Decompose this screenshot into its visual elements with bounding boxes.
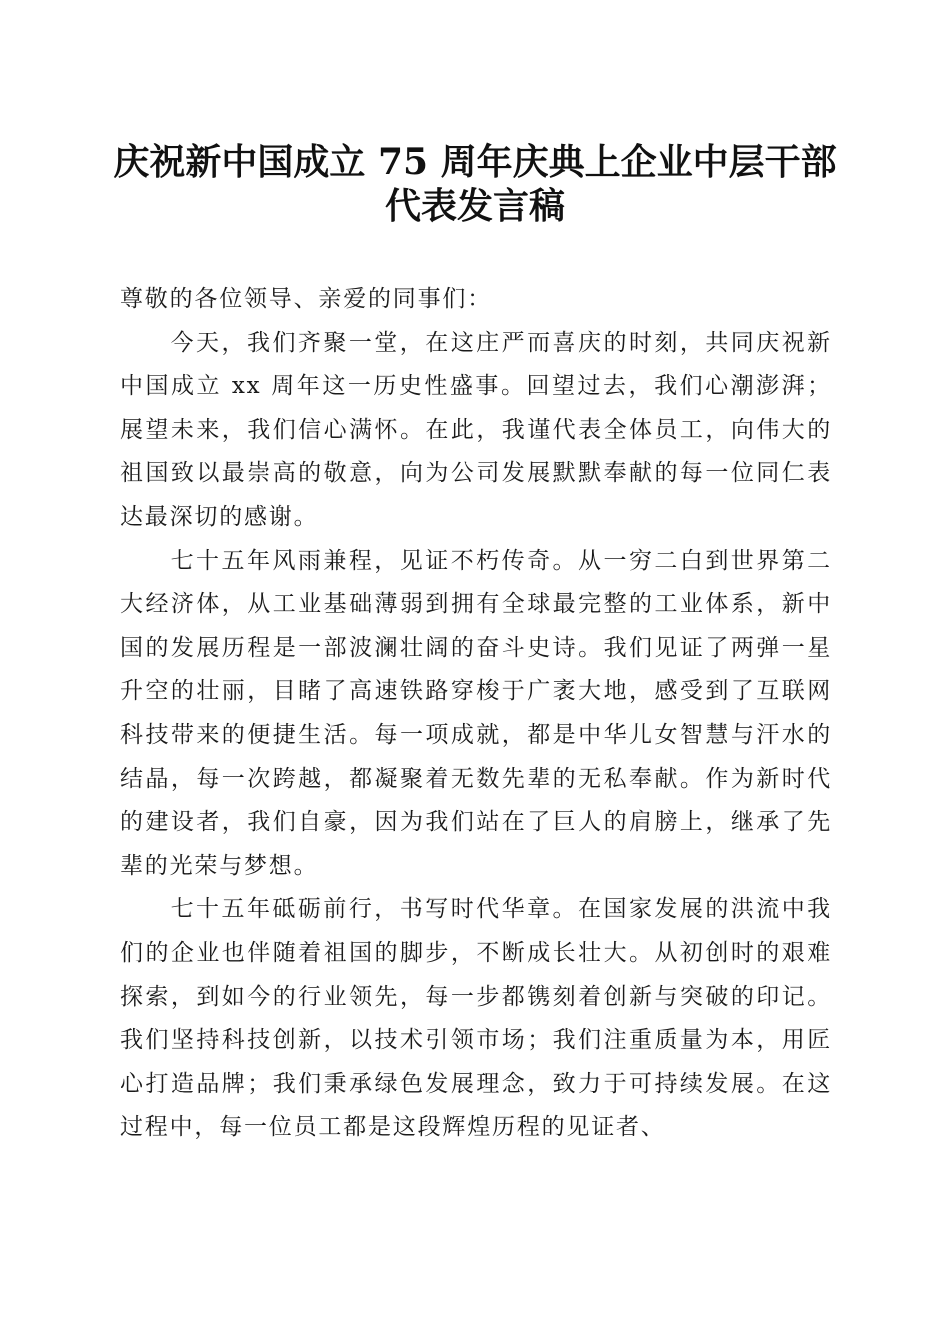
paragraph-history: 七十五年风雨兼程，见证不朽传奇。从一穷二白到世界第二大经济体，从工业基础薄弱到拥有全球最完整的工业体系，新中国的发展历程是一部波澜壮阔的奋斗史诗。我们见证了两弹一星升空的壮丽，目睹了高速铁路穿梭于广袤大地，感受到了互联网科技带来的便捷生活。每一项成就，都是中华儿女智慧与汗水的结晶，每一次跨越，都凝聚着无数先辈的无私奉献。作为新时代的建设者，我们自豪，因为我们站在了巨人的肩膀上，继承了先辈的光荣与梦想。: [120, 547, 832, 879]
paragraph-company: 七十五年砥砺前行，书写时代华章。在国家发展的洪流中我们的企业也伴随着祖国的脚步，不断成长壮大。从初创时的艰难探索，到如今的行业领先，每一步都镌刻着创新与突破的印记。我们坚持科技创新，以技术引领市场；我们注重质量为本，用匠心打造品牌；我们秉承绿色发展理念，致力于可持续发展。在这过程中，每一位员工都是这段辉煌历程的见证者、: [120, 896, 832, 1141]
title-line-2: 代表发言稿: [384, 185, 565, 227]
document-title: [80, 140, 870, 228]
salutation: 尊敬的各位领导、亲爱的同事们：: [120, 286, 492, 312]
paragraph-opening: 今天，我们齐聚一堂，在这庄严而喜庆的时刻，共同庆祝新中国成立 xx 周年这一历史性盛事。回望过去，我们心潮澎湃；展望未来，我们信心满怀。在此，我谨代表全体员工，向伟大的祖国致以最崇高的敬意，向为公司发展默默奉献的每一位同仁表达最深切的感谢。: [120, 329, 832, 530]
title-line-1: 庆祝新中国成立 75 周年庆典上企业中层干部: [113, 141, 837, 183]
speech-body: [120, 278, 832, 1150]
